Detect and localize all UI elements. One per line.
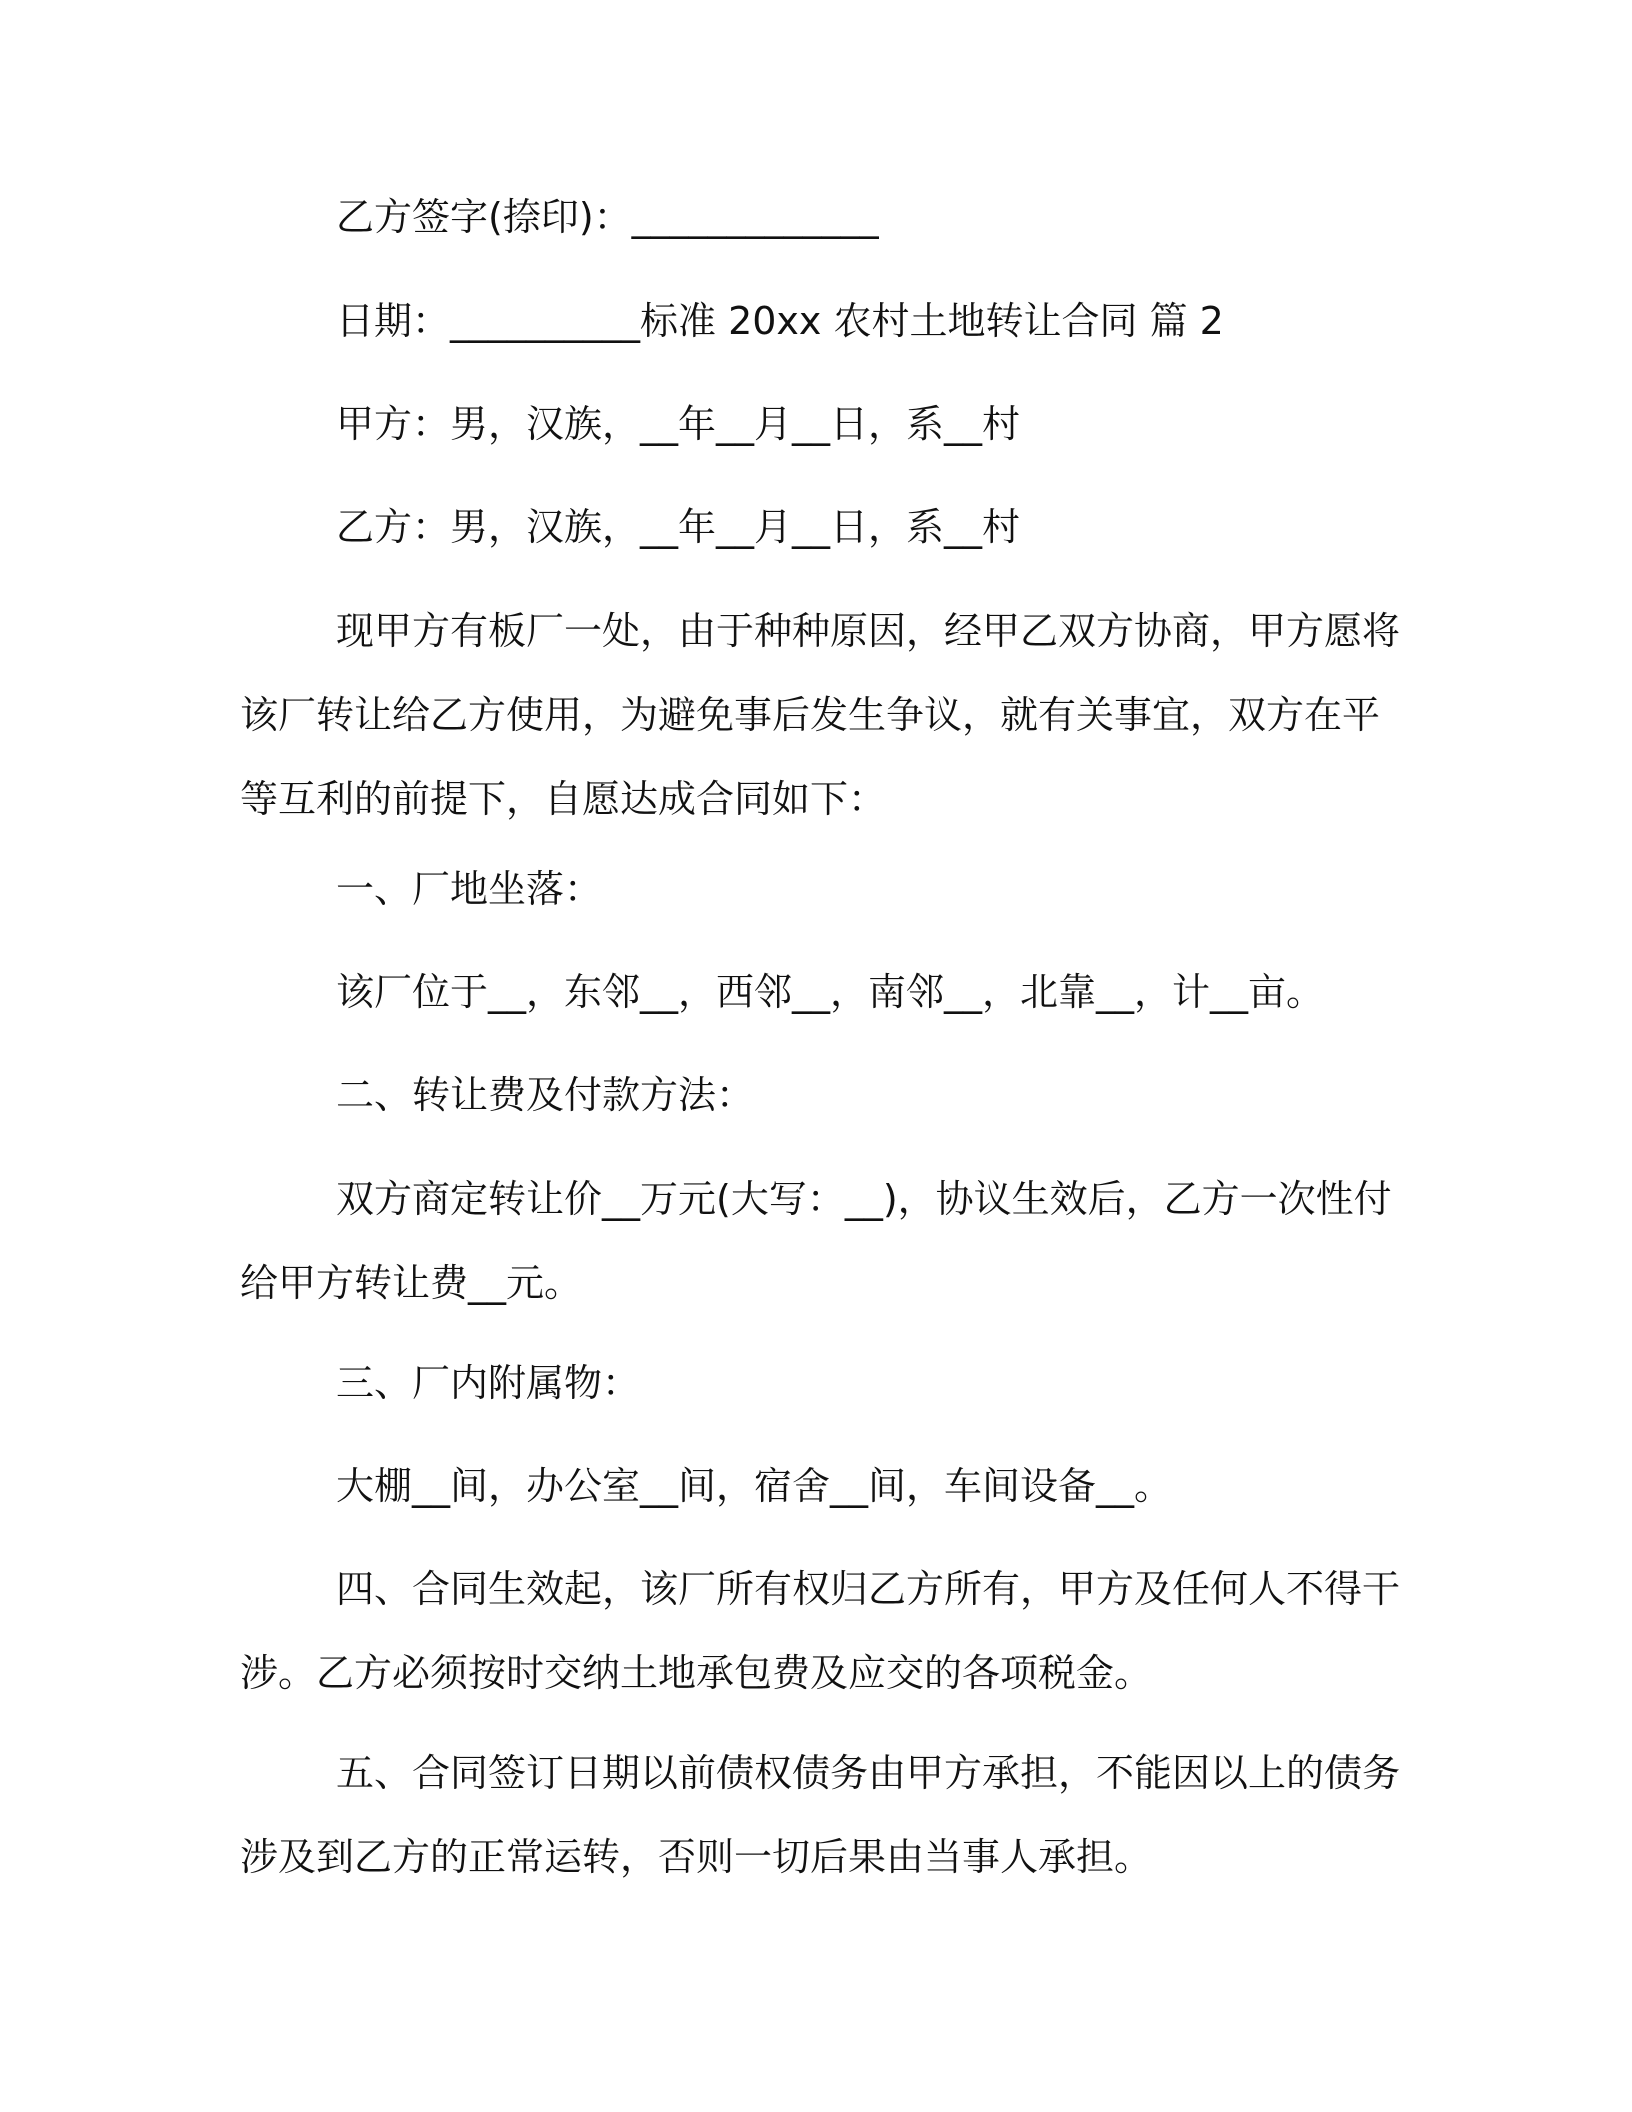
- section-2-line-1: 双方商定转让价__万元(大写：__)，协议生效后，乙方一次性付: [336, 1177, 1392, 1221]
- section-2-body: [240, 1177, 1392, 1348]
- section-4-line-2: 涉。乙方必须按时交纳土地承包费及应交的各项税金。: [240, 1651, 1153, 1695]
- party-b-info: 乙方：男，汉族，__年__月__日，系__村: [336, 505, 1021, 549]
- section-1-body: 该厂位于__，东邻__，西邻__，南邻__，北靠__，计__亩。: [336, 970, 1325, 1014]
- section-1-title: 一、厂地坐落：: [336, 867, 603, 911]
- section-3-body: 大棚__间，办公室__间，宿舍__间，车间设备__。: [336, 1464, 1173, 1508]
- section-4-paragraph: [240, 1567, 1401, 1738]
- section-3-title: 三、厂内附属物：: [336, 1361, 641, 1405]
- section-2-line-2: 给甲方转让费__元。: [240, 1261, 583, 1305]
- section-4-line-1: 四、合同生效起，该厂所有权归乙方所有，甲方及任何人不得干: [336, 1567, 1401, 1611]
- party-b-signature-line: 乙方签字(捺印)：_____________: [336, 195, 879, 239]
- intro-line-1: 现甲方有板厂一处，由于种种原因，经甲乙双方协商，甲方愿将: [336, 609, 1401, 653]
- intro-line-2: 该厂转让给乙方使用，为避免事后发生争议，就有关事宜，双方在平: [240, 693, 1381, 737]
- section-5-line-2: 涉及到乙方的正常运转，否则一切后果由当事人承担。: [240, 1835, 1153, 1879]
- intro-paragraph: [240, 609, 1401, 864]
- intro-line-3: 等互利的前提下，自愿达成合同如下：: [240, 777, 887, 821]
- section-2-title: 二、转让费及付款方法：: [336, 1073, 755, 1117]
- section-5-paragraph: [240, 1751, 1401, 1922]
- section-5-line-1: 五、合同签订日期以前债权债务由甲方承担，不能因以上的债务: [336, 1751, 1401, 1795]
- date-and-title-line: 日期：__________标准 20xx 农村土地转让合同 篇 2: [336, 299, 1224, 343]
- party-a-info: 甲方：男，汉族，__年__月__日，系__村: [336, 402, 1021, 446]
